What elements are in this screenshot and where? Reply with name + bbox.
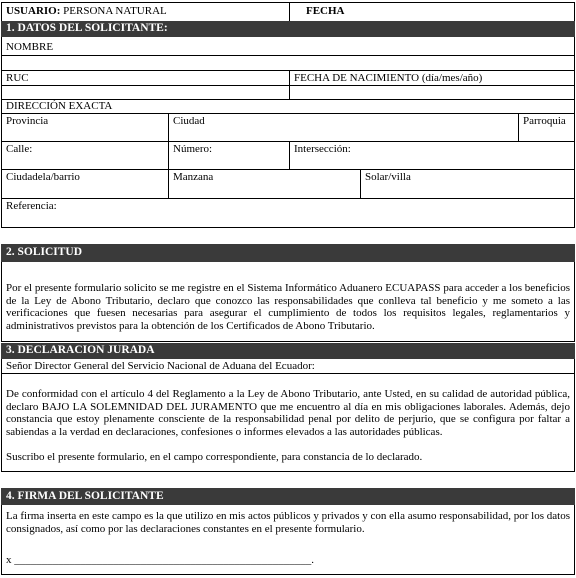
provincia-field[interactable] (1, 113, 168, 141)
ruc-field[interactable] (1, 85, 289, 99)
nombre-label: NOMBRE (6, 41, 54, 53)
divider (1, 55, 575, 56)
solar-field[interactable] (361, 169, 575, 198)
signature-field[interactable] (6, 554, 314, 566)
signature-line: ______________________________________________________. (14, 554, 314, 566)
usuario-field (6, 5, 167, 17)
section1-title: 1. DATOS DEL SOLICITANTE: (1, 21, 575, 37)
fecha-nacimiento-label: FECHA DE NACIMIENTO (día/mes/año) (294, 72, 483, 84)
ciudad-field[interactable] (169, 113, 518, 141)
direccion-label: DIRECCIÓN EXACTA (6, 100, 113, 112)
solar-label: Solar/villa (365, 171, 411, 183)
nombre-field[interactable] (1, 55, 575, 70)
solicitud-text: Por el presente formulario solicito se me registre en el Sistema Informático Aduanero ECUAPASS para acceder a los beneficios de la Ley de Abono Tributario, declaro que conozco las responsabilidades que conlleva tal beneficio y me someto a las verificaciones que fuesen necesarias para asegurar el cumplimiento de todos los requisitos legales, reglamentarios y administrativos previstos para la obtención de los Certificados de Abono Tributario. (6, 282, 570, 332)
usuario-label: USUARIO: (6, 5, 61, 17)
fecha-label: FECHA (306, 5, 345, 17)
referencia-field[interactable] (1, 198, 575, 228)
manzana-field[interactable] (169, 169, 360, 198)
interseccion-label: Intersección: (294, 143, 351, 155)
header-divider (289, 2, 290, 21)
usuario-value: PERSONA NATURAL (63, 5, 167, 17)
divider (1, 373, 575, 374)
salutation-text: Señor Director General del Servicio Nacional de Aduana del Ecuador: (6, 360, 315, 372)
signature-prefix: x (6, 554, 12, 566)
section3-title: 3. DECLARACION JURADA (1, 343, 575, 359)
fecha-nacimiento-field[interactable] (290, 85, 575, 99)
ruc-label: RUC (6, 72, 29, 84)
calle-field[interactable] (1, 141, 168, 169)
parroquia-field[interactable] (519, 113, 575, 141)
manzana-label: Manzana (173, 171, 214, 183)
ciudadela-field[interactable] (1, 169, 168, 198)
parroquia-label: Parroquia (523, 115, 566, 127)
interseccion-field[interactable] (290, 141, 575, 169)
provincia-label: Provincia (6, 115, 49, 127)
section2-title: 2. SOLICITUD (1, 244, 575, 262)
section4-title: 4. FIRMA DEL SOLICITANTE (1, 488, 575, 505)
divider (1, 70, 575, 71)
firma-text: La firma inserta en este campo es la que utilizo en mis actos públicos y privados y con ella asumo responsabilidad, por los datos consignados, así como por las declaraciones constantes en el presente formulario. (6, 510, 570, 535)
referencia-label: Referencia: (6, 200, 57, 212)
ciudad-label: Ciudad (173, 115, 205, 127)
numero-field[interactable] (169, 141, 289, 169)
numero-label: Número: (173, 143, 213, 155)
declaracion-closing: Suscribo el presente formulario, en el campo correspondiente, para constancia de lo declarado. (6, 451, 423, 463)
declaracion-text: De conformidad con el artículo 4 del Reglamento a la Ley de Abono Tributario, ante Usted, en su calidad de autoridad pública, declaro BAJO LA SOLEMNIDAD DEL JURAMENTO que me encuentro al día en mis obligaciones laborales. Además, dejo constancia que estoy plenamente consciente de la responsabilidad penal por delito de perjurio, que se configura por faltar a sabiendas a la verdad en declaraciones, confesiones o informes elevados a las autoridades públicas. (6, 388, 570, 438)
ciudadela-label: Ciudadela/barrio (6, 171, 80, 183)
calle-label: Calle: (6, 143, 33, 155)
